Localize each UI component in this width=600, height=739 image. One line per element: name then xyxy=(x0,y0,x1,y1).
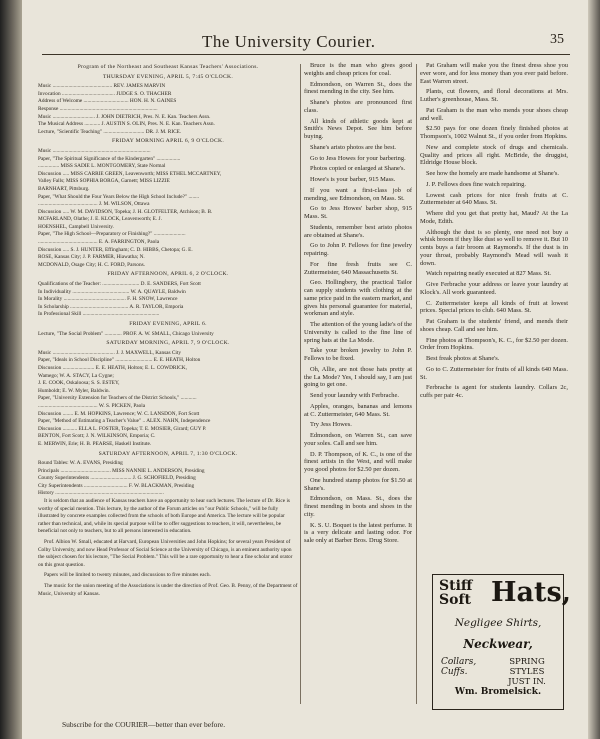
local-item: Oh, Allie, are not those hats pretty at the La Mode? Yes, I should say, I am just going to get one. xyxy=(304,365,412,389)
local-item: J. P. Fellows does fine watch repairing. xyxy=(426,180,526,188)
program-notes xyxy=(38,498,298,598)
program-line: Music ............................................... J. J. MAXWELL, Kansas City xyxy=(38,349,182,356)
program-line: Discussion ........... ELLA L. FOSTER, Topeka; T. E. MOSIER, Girard; GUY P. xyxy=(38,425,207,432)
program-line: In Individuality ........................................... W. A. QUAYLE, Baldwin xyxy=(38,288,186,295)
program-line: Music .......................................................................... xyxy=(38,147,151,154)
local-item: Edmondson, on Warren St., does the finest mending in the city. See him. xyxy=(304,80,412,96)
ad-negligee: Negligee Shirts, xyxy=(454,617,542,629)
program-line: MCFARLAND, Olathe; J. E. KLOCK, Leavenworth; E. J. xyxy=(38,216,162,223)
local-item: Howe's is your barber, 915 Mass. xyxy=(310,176,396,183)
ad-soft: Soft xyxy=(439,592,471,608)
ad-merchant-name: Wm. Bromelsick. xyxy=(454,687,542,697)
program-line: Paper, "Method of Estimating a Teacher's Value" .. ALEX. NAHN, Independence xyxy=(38,418,211,425)
local-item: The attention of the young ladie's of the University is called to the fine line of spring hats at the La Mode. xyxy=(304,321,412,344)
local-item: Photos copied or enlarged at Shane's. xyxy=(310,165,406,173)
program-note: The music for the union meeting of the Associations is under the direction of Prof. Geo. B. Penny, of the Department of Music, University of Kansas. xyxy=(38,583,298,597)
header-rule xyxy=(42,54,570,55)
program-line: Valley Falls; MISS SOPHIA BORGA, Garnett; MISS LIZZIE xyxy=(38,178,170,185)
ad-spring: SPRING STYLES xyxy=(509,657,545,677)
local-item: Fine photos at Thompson's, K. C., for $2.50 per dozen. Order from Hopkins. xyxy=(420,336,568,352)
program-line: In Morality ............................................... F. H. SNOW, Lawrence xyxy=(38,296,178,303)
program-line: Music ............................................. REV. JAMES MARVIN xyxy=(38,83,166,90)
local-item: K. S. U. Boquet is the latest perfume. It is a very delicate and lasting odor. For sale only at Barber Bros. Drug Store. xyxy=(304,521,412,544)
program-line: Paper, "Ideals in School Discipline" ............................ E. E. HEATH, Holton xyxy=(38,357,201,364)
program-line: Wamego; W. A. STACY, La Cygne; xyxy=(38,372,114,379)
session-heading: FRIDAY AFTERNOON, APRIL 6, 2 O'CLOCK. xyxy=(107,271,229,278)
program-line: Lecture, "The Social Problem" ............. PROF. A. W. SMALL, Chicago University xyxy=(38,330,214,337)
program-line: ............................................. E. A. FARRINGTON, Paola xyxy=(38,239,160,246)
local-item: Best freak photos at Shane's. xyxy=(426,355,500,362)
program-line: MCDONALD, Osage City; H. C. FORD, Parsons. xyxy=(38,261,145,268)
ad-just-in: JUST IN. xyxy=(508,677,546,687)
book-binding xyxy=(0,0,22,739)
program-line: ................ MISS SADIE L. MONTGOMERY, State Normal xyxy=(38,163,166,170)
local-item: One hundred stamp photos for $1.50 at Shane's. xyxy=(304,476,412,492)
local-item: New and complete stock of drugs and chemicals. Quality and prices all right. McBride, the druggist, Eldridge House block. xyxy=(420,143,568,167)
program-line: County Superintendents ............................... J. G. SCHOFIELD, Presiding xyxy=(38,475,196,482)
local-item: Geo. Hollingbery, the practical Tailor can supply students with clothing at the same price paid in the eastern market, and gives his personal guarantee for material, workman and style. xyxy=(304,279,412,318)
ad-collars: Collars, xyxy=(441,657,477,667)
local-item: Bruce is the man who gives good weights and cheap prices for coal. xyxy=(304,62,412,77)
ad-cuffs: Cuffs. xyxy=(441,667,468,677)
program-line: Principals ...................................... MISS NANNIE L. ANDERSON, Presiding xyxy=(38,467,205,474)
local-item: All kinds of athletic goods kept at Smith's News Depot. See him before buying. xyxy=(304,117,412,140)
program-line: Discussion ........................ E. E. HEATH, Holton; E. L. COWDRICK, xyxy=(38,364,187,371)
column-divider xyxy=(300,64,301,704)
local-item: Although the dust is so plenty, one need not buy a whisk broom if they like dust so well to remove it. But 10 cents buys a fair broom at Raymond's. If the dust is in your throat, probably Raymond's Mead will wash it down. xyxy=(420,228,568,267)
local-item: Watch repairing neatly executed at 827 Mass. St. xyxy=(426,270,551,278)
program-line: ............................................. W. S. PICKEN, Paola xyxy=(38,402,146,409)
program-line: Paper, "University Extension for Teachers of the District Schools," ............ xyxy=(38,395,197,402)
program-heading: Program of the Northeast and Southeast Kansas Teachers' Associations. xyxy=(77,64,259,70)
program-line: Lecture, "Scientific Teaching" ............................... DR. J. M. RICE. xyxy=(38,128,182,135)
session-heading: FRIDAY MORNING APRIL 6, 9 O'CLOCK. xyxy=(111,138,225,145)
program-line: Paper, "The High School—Preparatory or Finishing?" ........................ xyxy=(38,231,186,238)
program-column xyxy=(38,62,298,601)
program-line: HOENSHEL, Campbell University. xyxy=(38,223,114,230)
local-item: Go to Jess Howes' barber shop, 915 Mass. St. xyxy=(304,205,412,220)
local-item: Apples, oranges, bananas and lemons at C. Zuttermeister, 640 Mass. St. xyxy=(304,402,412,418)
local-item: Shane's aristo photos are the best. xyxy=(310,143,396,151)
local-item: For fine fresh fruits see C. Zuttermeister, 640 Massachusetts St. xyxy=(304,260,412,276)
bromelsick-advertisement xyxy=(432,574,572,710)
local-item: Give Ferbrache your address or leave your laundry at Klock's. All work guaranteed. xyxy=(420,281,568,296)
program-line: Discussion ........ E. M. HOPKINS, Lawrence; W. C. LANSDON, Fort Scott xyxy=(38,410,200,417)
local-item: Try Jess Howes. xyxy=(310,421,352,429)
local-item: Pat Graham will make you the finest dress shoe you ever wore, and for less money than you ever paid before. East Warren street. xyxy=(420,62,568,85)
program-line: Discussion ..... S. J. HUNTER, Effingham; C. D. HIBBS, Chetopa; G. E. xyxy=(38,246,193,253)
local-item: Take your broken jewelry to John P. Fellows to be fixed. xyxy=(304,347,412,362)
program-line: In Scholarship ............................................ A. R. TAYLOR, Emporia xyxy=(38,303,184,310)
local-item: Edmondson, on Warren St., can save your soles. Call and see him. xyxy=(304,432,412,447)
local-item: Send your laundry with Ferbrache. xyxy=(310,392,399,399)
local-item: Edmondson, on Mass. St., does the finest mending in boots and shoes in the city. xyxy=(304,495,412,518)
session-heading: THURSDAY EVENING, APRIL 5, 7:45 O'CLOCK. xyxy=(102,73,234,80)
program-line: BENTON, Fort Scott; J. N. WILKINSON, Emporia; C. xyxy=(38,433,156,440)
local-item: Lowest cash prices for nice fresh fruits at C. Zuttermeister at 640 Mass. St. xyxy=(420,191,568,207)
ad-stiff: Stiff xyxy=(439,578,473,594)
local-item: D. P. Thompson, of K. C., is one of the finest artists in the West, and will make you good photos for $2.50 per dozen. xyxy=(304,450,412,473)
program-line: In Professional Skill .......................................................... xyxy=(38,311,160,318)
program-line: Address of Welcome .................................. HON. H. N. GAINES xyxy=(38,98,177,105)
program-line: ROSE, Kansas City; J. P. FARMER, Hiawatha; N. xyxy=(38,254,145,261)
program-line: Invocation ........................................ JUDGE S. O. THACHER xyxy=(38,90,172,97)
local-item: Shane's photos are pronounced first class. xyxy=(304,99,412,114)
program-note: Papers will be limited to twenty minutes, and discussions to five minutes each. xyxy=(44,572,211,579)
column-divider xyxy=(416,64,417,704)
ad-spring-styles xyxy=(495,657,559,687)
subscribe-notice: Subscribe for the COURIER—better than ever before. xyxy=(62,720,226,729)
locals-column-1 xyxy=(304,62,412,548)
ad-neckwear: Neckwear, xyxy=(463,637,533,651)
page-header xyxy=(22,32,588,58)
page-title: The University Courier. xyxy=(202,32,376,51)
program-lines xyxy=(38,74,298,498)
page-edge xyxy=(588,0,600,739)
program-line: The Musical Address ............ J. AUSTIN S. OLIN, Pres. N. E. Kan. Teachers Assn. xyxy=(38,121,215,128)
program-note: It is seldom that an audience of Kansas teachers have an opportunity to hear such lectures. The lecture of Dr. Rice is worthy of special mention. This lecture, by the author of the Forum articles on "our Public Schools," will be fully illustrated by concrete examples collected from the schools of both Europe and America. The lecture will be popular rather than technical, and, while its special purpose will be to offer suggestions to teachers, it will, nevertheless, be beneficial not only to teachers, but to all persons interested in education. xyxy=(38,498,290,535)
program-line: Humboldt; E. W. Myler, Baldwin. xyxy=(38,387,110,394)
ad-hats: Hats, xyxy=(491,577,572,608)
local-item: Go to C. Zuttermeister for fruits of all kinds 640 Mass. St. xyxy=(420,365,568,381)
program-line: City Superintendents ................................. F. W. BLACKMAN, Presiding xyxy=(38,482,195,489)
program-line: J. E. COOK, Oskaloosa; S. S. ESTEY, xyxy=(38,380,120,387)
local-item: Go to John P. Fellows for fine jewelry repairing. xyxy=(304,242,412,257)
local-item: If you want a first-class job of mending, see Edmondson, on Mass. St. xyxy=(304,186,412,202)
program-line: Discussion ..... MISS CARRIE GREEN, Leavenworth; MISS ETHEL MCCARTNEY, xyxy=(38,170,222,177)
session-heading: SATURDAY AFTERNOON, APRIL 7, 1:30 O'CLOCK. xyxy=(98,450,238,457)
program-line: History .................................................................................. xyxy=(38,490,164,497)
program-line: Round Tables: W. A. EVANS, Presiding xyxy=(38,460,123,467)
page-number: 35 xyxy=(550,32,564,47)
local-item: See how the homely are made handsome at Shane's. xyxy=(426,170,560,177)
program-line: BARNHART, Pittsburg. xyxy=(38,185,90,192)
local-item: Plants, cut flowers, and floral decorations at Mrs. Luther's greenhouse, Mass. St. xyxy=(420,88,568,103)
local-item: Ferbrache is agent for students laundry. Collars 2c, cuffs per pair 4c. xyxy=(420,384,568,399)
newspaper-page xyxy=(22,0,588,739)
ad-collars-cuffs xyxy=(441,657,476,677)
program-line: Music ................................ J. JOHN DIETRICH, Pres. N. E. Kan. Teachers Assn. xyxy=(38,113,211,120)
ad-stiff-soft xyxy=(439,579,472,607)
local-item: Go to Jess Howes for your barbering. xyxy=(310,154,406,162)
session-heading: SATURDAY MORNING, APRIL 7, 9 O'CLOCK. xyxy=(106,340,230,347)
local-item: Pat Graham is the man who mends your shoes cheap and well. xyxy=(420,106,568,122)
local-item: Where did you get that pretty hat, Maud? At the La Mode, Edith. xyxy=(420,210,568,225)
program-line: Discussion ..... W. M. DAVIDSON, Topeka; J. H. GLOTFELTER, Atchison; B. B. xyxy=(38,208,213,215)
local-item: Pat Graham is the students' friend, and mends their shoes cheap. Call and see him. xyxy=(420,318,568,333)
program-line: E. MERWIN, Erie; H. B. PEARSE, Haskell Institute. xyxy=(38,440,152,447)
locals-column-2 xyxy=(420,62,568,403)
local-item: Students, remember best aristo photos are obtained at Shane's. xyxy=(304,223,412,239)
program-line: Paper, "What Should the Four Years Below the High School Include?" ........ xyxy=(38,193,200,200)
program-line: Qualifications of the Teacher: ............................ D. E. SANDERS, Fort Scott xyxy=(38,281,201,288)
program-line: Response .......................................................................... xyxy=(38,105,158,112)
program-line: Paper, "The Spiritual Significance of the Kindergarten" .................. xyxy=(38,155,181,162)
program-line: ............................................. J. M. WILSON, Ottawa xyxy=(38,201,150,208)
local-item: C. Zuttermeister keeps all kinds of fruit at lowest prices. Special prices to club. 640 Mass. St. xyxy=(420,299,568,315)
session-heading: FRIDAY EVENING, APRIL 6. xyxy=(129,321,207,327)
local-item: $2.50 pays for one dozen finely finished photos at Thompson's, 1002 Walnut St., if you order from Hopkins. xyxy=(420,125,568,140)
program-note: Prof. Albion W. Small, educated at Harvard, European Universities and John Hopkins; for several years President of Colby University, and now Head Professor of Social Science at the University of Chicago, is an eminent authority upon the subject chosen for his lecture, "The Social Problem." This will be a rare opportunity to hear a fine scholar and orator on this great question. xyxy=(38,539,293,568)
